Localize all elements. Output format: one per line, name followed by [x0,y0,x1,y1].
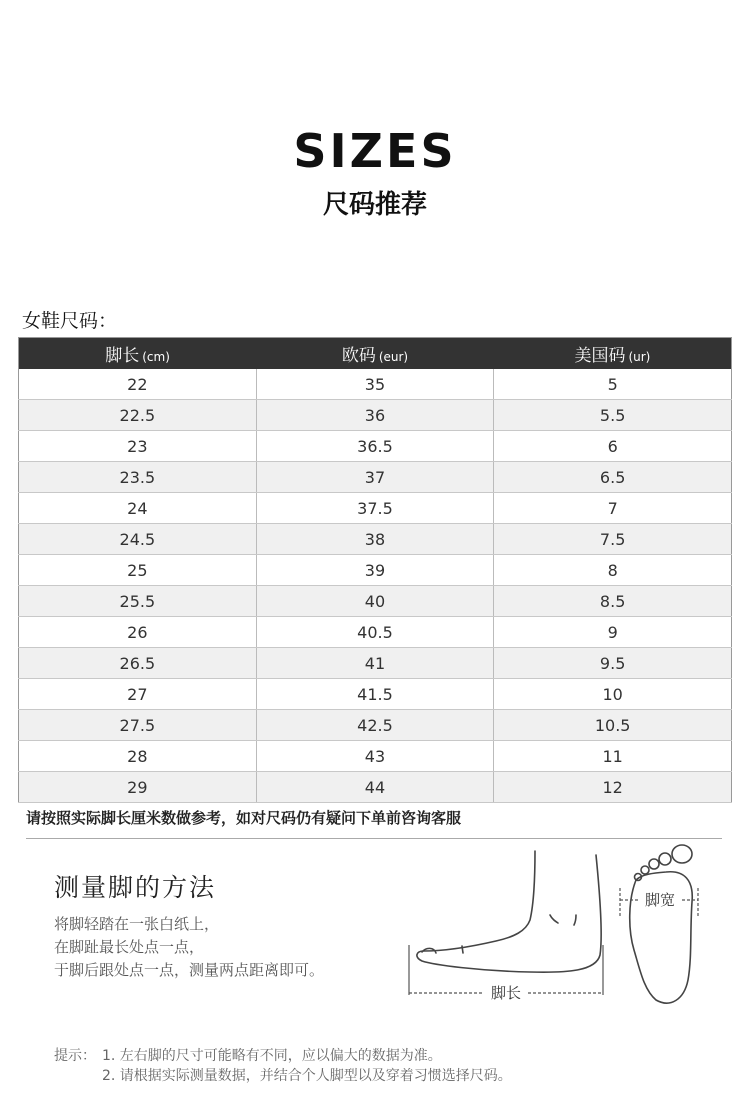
cell-us-size: 7 [494,493,732,524]
table-row [19,586,732,617]
measure-step: 于脚后跟处点一点，测量两点距离即可。 [54,961,325,979]
cell-us-size: 9 [494,617,732,648]
table-row [19,710,732,741]
measure-title: 测量脚的方法 [54,873,217,902]
table-row [19,617,732,648]
measure-steps [54,913,324,982]
cell-foot-length: 24 [19,493,257,524]
tip-row [54,1066,512,1086]
cell-foot-length: 22 [19,369,257,400]
cell-foot-length: 29 [19,772,257,803]
cell-foot-length: 23 [19,431,257,462]
cell-eu-size: 41.5 [256,679,494,710]
page-title-en: SIZES [293,124,457,178]
table-row [19,679,732,710]
cell-eu-size: 41 [256,648,494,679]
table-row [19,648,732,679]
cell-us-size: 12 [494,772,732,803]
cell-foot-length: 24.5 [19,524,257,555]
cell-us-size: 10 [494,679,732,710]
cell-eu-size: 40 [256,586,494,617]
table-header-row [19,338,732,370]
size-table [18,337,732,803]
table-row [19,524,732,555]
table-row [19,493,732,524]
tip-item: 2. 请根据实际测量数据，并结合个人脚型以及穿着习惯选择尺码。 [102,1068,512,1084]
cell-eu-size: 44 [256,772,494,803]
cell-eu-size: 38 [256,524,494,555]
section-label: 女鞋尺码： [22,310,118,332]
table-row [19,741,732,772]
cell-us-size: 6.5 [494,462,732,493]
cell-foot-length: 27.5 [19,710,257,741]
table-row [19,772,732,803]
measure-step: 将脚轻踏在一张白纸上， [54,915,220,933]
foot-sole-illustration [618,840,708,1010]
column-header-foot-length: 脚长 (cm) [19,338,257,370]
cell-us-size: 11 [494,741,732,772]
cell-eu-size: 40.5 [256,617,494,648]
cell-us-size: 5.5 [494,400,732,431]
cell-foot-length: 26 [19,617,257,648]
cell-foot-length: 25 [19,555,257,586]
table-row [19,555,732,586]
cell-foot-length: 22.5 [19,400,257,431]
divider [26,838,722,839]
cell-us-size: 5 [494,369,732,400]
cell-us-size: 8.5 [494,586,732,617]
cell-us-size: 9.5 [494,648,732,679]
tip-row [54,1046,512,1066]
cell-eu-size: 42.5 [256,710,494,741]
tip-item: 1. 左右脚的尺寸可能略有不同，应以偏大的数据为准。 [102,1048,442,1064]
cell-foot-length: 28 [19,741,257,772]
cell-eu-size: 37.5 [256,493,494,524]
cell-eu-size: 35 [256,369,494,400]
foot-width-label: 脚宽 [644,891,676,909]
tips [54,1046,512,1086]
foot-side-illustration [400,845,610,1005]
sizing-note: 请按照实际脚长厘米数做参考，如对尺码仍有疑问下单前咨询客服 [26,809,462,827]
column-header-eu-size: 欧码 (eur) [256,338,494,370]
cell-us-size: 6 [494,431,732,462]
cell-us-size: 10.5 [494,710,732,741]
table-body [19,369,732,803]
measure-step: 在脚趾最长处点一点， [54,938,205,956]
cell-foot-length: 23.5 [19,462,257,493]
cell-foot-length: 26.5 [19,648,257,679]
column-header-us-size: 美国码 (ur) [494,338,732,370]
cell-eu-size: 37 [256,462,494,493]
cell-eu-size: 36 [256,400,494,431]
cell-eu-size: 36.5 [256,431,494,462]
cell-eu-size: 39 [256,555,494,586]
tips-prefix: 提示： [54,1048,96,1064]
page-title-cn: 尺码推荐 [322,190,427,220]
table-row [19,400,732,431]
cell-foot-length: 25.5 [19,586,257,617]
table-row [19,431,732,462]
table-row [19,369,732,400]
cell-us-size: 7.5 [494,524,732,555]
cell-us-size: 8 [494,555,732,586]
cell-foot-length: 27 [19,679,257,710]
cell-eu-size: 43 [256,741,494,772]
foot-length-label: 脚长 [490,984,522,1002]
table-row [19,462,732,493]
